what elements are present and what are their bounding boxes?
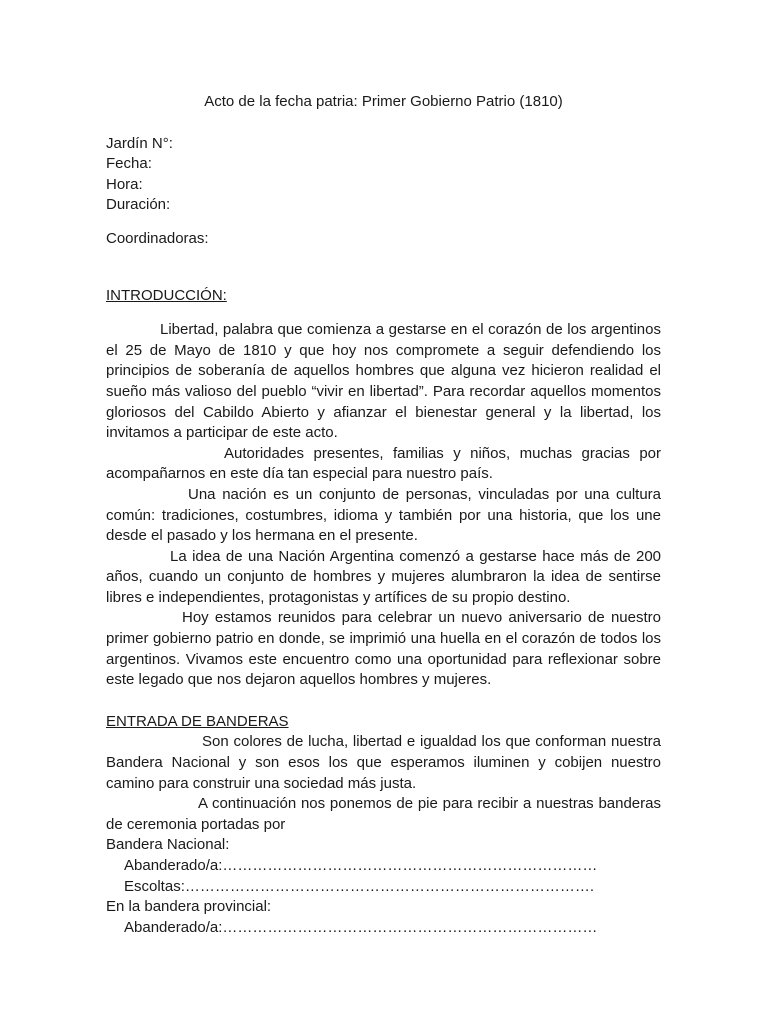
national-flag-label: Bandera Nacional: <box>106 836 230 854</box>
intro-paragraph: Hoy estamos reunidos para celebrar un nuevo aniversario de nuestro primer gobierno patrio en donde, se imprimió una huella en el corazón de todos los argentinos. Vivamos este encuentro como una oportunidad para reflexionar sobre este legado que nos dejaron aquellos hombres y mujeres. <box>106 609 661 689</box>
field-hora: Hora: <box>106 175 143 193</box>
intro-paragraph: Una nación es un conjunto de personas, vinculadas por una cultura común: tradiciones, costumbres, idioma y también por una historia, que los une desde el pasado y los hermana en el presente. <box>106 485 661 545</box>
field-jardin: Jardín N°: <box>106 134 173 152</box>
document-page <box>106 92 661 938</box>
intro-heading: INTRODUCCIÓN: <box>106 286 227 304</box>
header-fields <box>106 134 661 216</box>
provincial-flag-bearer-line: Abanderado/a:………………………………………………………………… <box>124 918 598 936</box>
field-fecha: Fecha: <box>106 155 152 173</box>
intro-paragraph: Autoridades presentes, familias y niños, muchas gracias por acompañarnos en este día tan especial para nuestro país. <box>106 444 661 483</box>
provincial-flag-label: En la bandera provincial: <box>106 898 272 916</box>
banderas-paragraph: Son colores de lucha, libertad e igualdad los que conforman nuestra Bandera Nacional y son esos los que esperamos iluminen y cobijen nuestro camino para construir una sociedad más justa. <box>106 733 661 792</box>
national-flag-bearer-line: Abanderado/a:………………………………………………………………… <box>124 857 598 874</box>
intro-paragraph: La idea de una Nación Argentina comenzó a gestarse hace más de 200 años, cuando un conjunto de hombres y mujeres alumbraron la idea de sentirse libres e independientes, protagonistas y artífices de su propio destino. <box>106 547 661 606</box>
field-duracion: Duración: <box>106 196 171 214</box>
banderas-paragraph: A continuación nos ponemos de pie para recibir a nuestras banderas de ceremonia portadas por <box>106 795 661 833</box>
intro-paragraph: Libertad, palabra que comienza a gestarse en el corazón de los argentinos el 25 de Mayo de 1810 y que hoy nos compromete a seguir defendiendo los principios de soberanía de aquellos hombres que alguna vez hicieron realidad el sueño más valioso del pueblo “vivir en libertad”. Para recordar aquellos momentos gloriosos del Cabildo Abierto y afianzar el bienestar general y la libertad, los invitamos a participar de este acto. <box>106 321 661 442</box>
field-coordinadoras: Coordinadoras: <box>106 229 209 247</box>
banderas-heading: ENTRADA DE BANDERAS <box>106 712 289 730</box>
document-title: Acto de la fecha patria: Primer Gobierno Patrio (1810) <box>204 93 563 110</box>
national-escorts-line: Escoltas:………………………………………………………………………. <box>124 877 595 895</box>
